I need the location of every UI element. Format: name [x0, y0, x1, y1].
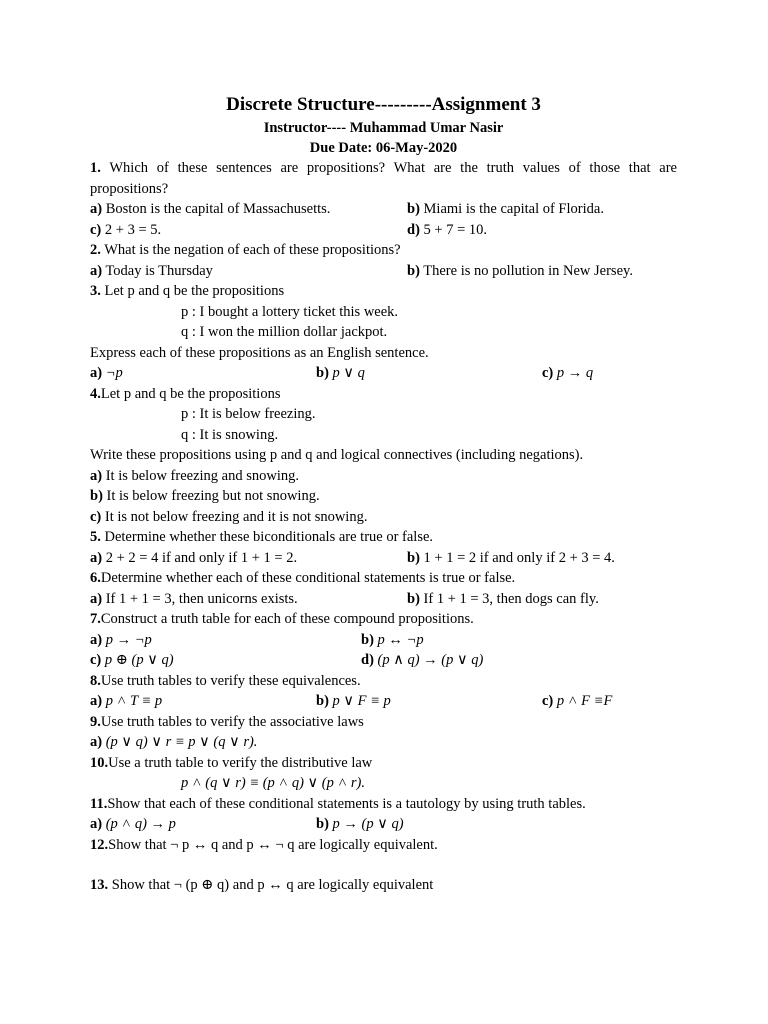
question-7: [90, 609, 677, 630]
q1-option-b: [407, 199, 604, 220]
q8-option-a: [90, 691, 162, 712]
q3-b: p ∨ q: [328, 365, 365, 381]
question-11: [90, 794, 677, 815]
q5-option-a: [90, 548, 297, 569]
q3-option-c: [542, 363, 593, 384]
q1-options-row-2: [90, 220, 677, 241]
q7-a: p → ¬p: [102, 631, 152, 648]
question-1: [90, 158, 677, 199]
q7-option-a: [90, 630, 152, 651]
q10-num: 10.: [90, 754, 109, 771]
q1-c: 2 + 3 = 5.: [101, 221, 162, 238]
q1-option-c: [90, 220, 161, 241]
q5-b_lbl: b): [407, 549, 420, 566]
q13-text: Show that ¬ (p ⊕ q) and p ↔ q are logically equivalent: [108, 877, 434, 893]
q11-a_lbl: a): [90, 816, 103, 832]
instructor-line: Instructor---- Muhammad Umar Nasir: [263, 120, 504, 136]
question-9: [90, 712, 677, 733]
q3-num: 3.: [90, 283, 101, 299]
question-12: [90, 835, 677, 856]
q11-b_lbl: b): [316, 816, 329, 832]
question-text: Which of these sentences are propositions? What are the truth values of those that are propositions?: [90, 160, 677, 197]
q10-law: [90, 773, 677, 794]
q9-option-a: [90, 732, 677, 753]
q6-options-row: [90, 589, 677, 610]
q2-a_lbl: a): [90, 262, 103, 279]
q8-text: Use truth tables to verify these equivalences.: [100, 672, 361, 689]
q10-law: p ˄ (q ∨ r) ≡ (p ˄ q) ∨ (p ˄ r).: [181, 775, 365, 791]
q3-a: ¬p: [102, 365, 123, 381]
q12-text: Show that ¬ p ↔ q and p ↔ ¬ q are logically equivalent.: [108, 836, 438, 853]
q8-a_lbl: a): [90, 693, 103, 709]
q9-num: 9.: [90, 713, 101, 730]
question-number: 1.: [90, 160, 101, 176]
q11-b: p → (p ∨ q): [328, 816, 404, 832]
q7-options-row-1: [90, 630, 677, 651]
q2-b_lbl: b): [407, 262, 420, 279]
q7-text: Construct a truth table for each of these compound propositions.: [100, 611, 474, 627]
q6-a: If 1 + 1 = 3, then unicorns exists.: [102, 590, 298, 607]
question-6: [90, 568, 677, 589]
q2-a: Today is Thursday: [102, 262, 213, 279]
q8-num: 8.: [90, 672, 101, 689]
q3-text: Let p and q be the propositions: [100, 283, 285, 299]
question-3: [90, 281, 677, 302]
q7-d_lbl: d): [361, 652, 374, 668]
q12-num: 12.: [90, 836, 109, 853]
q3-a_lbl: a): [90, 365, 103, 381]
q9-a: (p ∨ q) ∨ r ≡ p ∨ (q ∨ r).: [102, 734, 258, 750]
q1-b_lbl: b): [407, 201, 420, 217]
document-title: Discrete Structure---------Assignment 3: [226, 94, 541, 115]
question-13: [90, 875, 677, 896]
q3-prop-p: p : I bought a lottery ticket this week.: [181, 303, 399, 320]
q4-num: 4.: [90, 385, 101, 402]
q7-c_lbl: c): [90, 652, 102, 668]
q1-a_lbl: a): [90, 201, 103, 217]
q7-num: 7.: [90, 611, 101, 627]
q3-prop-q: q : I won the million dollar jackpot.: [181, 324, 388, 340]
q6-b_lbl: b): [407, 590, 420, 607]
spacer: [90, 855, 677, 875]
q8-option-c: [542, 691, 612, 712]
q5-options-row: [90, 548, 677, 569]
q4-b_lbl: b): [90, 488, 103, 504]
q3-b_lbl: b): [316, 365, 329, 381]
q5-a_lbl: a): [90, 549, 103, 566]
q2-option-b: [407, 261, 633, 282]
q8-options-row: [90, 691, 677, 712]
q7-a_lbl: a): [90, 631, 103, 648]
q11-options-row: [90, 814, 677, 835]
q3-option-b: [316, 363, 365, 384]
q4-c_lbl: c): [90, 508, 102, 525]
q8-option-b: [316, 691, 391, 712]
q8-c: p ˄ F ≡F: [553, 693, 613, 709]
q8-a: p ˄ T ≡ p: [102, 693, 163, 709]
q13-num: 13.: [90, 877, 109, 893]
q5-option-b: [407, 548, 615, 569]
q6-a_lbl: a): [90, 590, 103, 607]
q3-c_lbl: c): [542, 365, 554, 381]
question-2: [90, 240, 677, 261]
q1-options-row-1: [90, 199, 677, 220]
q3-c: p → q: [553, 365, 594, 381]
q2-text: What is the negation of each of these propositions?: [100, 242, 401, 258]
due-date: Due Date: 06-May-2020: [309, 140, 458, 156]
q2-b: There is no pollution in New Jersey.: [419, 262, 633, 279]
question-5: [90, 527, 677, 548]
q4-prop-q: q : It is snowing.: [181, 426, 279, 443]
question-10: [90, 753, 677, 774]
q2-option-a: [90, 261, 213, 282]
q6-text: Determine whether each of these conditional statements is true or false.: [100, 570, 516, 586]
q7-option-b: [361, 630, 424, 651]
q4-a_lbl: a): [90, 467, 103, 484]
q7-option-d: [361, 650, 483, 671]
q8-b: p ∨ F ≡ p: [328, 693, 391, 709]
q11-a: (p ˄ q) → p: [102, 816, 176, 832]
q5-b: 1 + 1 = 2 if and only if 2 + 3 = 4.: [419, 549, 615, 566]
q5-text: Determine whether these biconditionals are true or false.: [100, 529, 434, 545]
q11-num: 11.: [90, 795, 108, 812]
q2-options-row: [90, 261, 677, 282]
q4-prop-p: p : It is below freezing.: [181, 406, 316, 422]
q11-option-b: [316, 814, 404, 835]
question-4: [90, 384, 677, 405]
q4-instruction: Write these propositions using p and q and logical connectives (including negations).: [90, 447, 584, 463]
question-8: [90, 671, 677, 692]
q4-a: It is below freezing and snowing.: [102, 467, 300, 484]
q6-option-b: [407, 589, 599, 610]
q7-b_lbl: b): [361, 631, 374, 648]
q4-option-a: [90, 466, 677, 487]
q8-c_lbl: c): [542, 693, 554, 709]
q5-num: 5.: [90, 529, 101, 545]
q1-a: Boston is the capital of Massachusetts.: [102, 201, 331, 217]
q8-b_lbl: b): [316, 693, 329, 709]
q6-b: If 1 + 1 = 3, then dogs can fly.: [419, 590, 599, 607]
q7-c: p ⊕ (p ∨ q): [101, 652, 174, 668]
q6-num: 6.: [90, 570, 101, 586]
q11-option-a: [90, 814, 176, 835]
q7-d: (p ∧ q) → (p ∨ q): [373, 652, 484, 668]
q10-text: Use a truth table to verify the distributive law: [108, 754, 373, 771]
q7-options-row-2: [90, 650, 677, 671]
q4-b: It is below freezing but not snowing.: [102, 488, 320, 504]
q9-a_lbl: a): [90, 734, 103, 750]
q1-option-a: [90, 199, 330, 220]
q3-instruction: Express each of these propositions as an English sentence.: [90, 344, 429, 361]
q9-text: Use truth tables to verify the associative laws: [100, 713, 364, 730]
q11-text: Show that each of these conditional statements is a tautology by using truth tables.: [107, 795, 586, 812]
q3-option-a: [90, 363, 123, 384]
q1-option-d: [407, 220, 487, 241]
q1-d: 5 + 7 = 10.: [419, 221, 488, 238]
q7-b: p ↔ ¬p: [373, 631, 424, 648]
q4-option-c: [90, 507, 677, 528]
q4-text: Let p and q be the propositions: [100, 385, 281, 402]
q1-c_lbl: c): [90, 221, 102, 238]
q7-option-c: [90, 650, 174, 671]
q1-d_lbl: d): [407, 221, 420, 238]
q4-option-b: [90, 486, 677, 507]
q2-num: 2.: [90, 242, 101, 258]
q3-options-row: [90, 363, 677, 384]
assignment-page: [90, 92, 677, 896]
q5-a: 2 + 2 = 4 if and only if 1 + 1 = 2.: [102, 549, 298, 566]
q6-option-a: [90, 589, 298, 610]
q4-c: It is not below freezing and it is not snowing.: [101, 508, 368, 525]
q1-b: Miami is the capital of Florida.: [419, 201, 604, 217]
